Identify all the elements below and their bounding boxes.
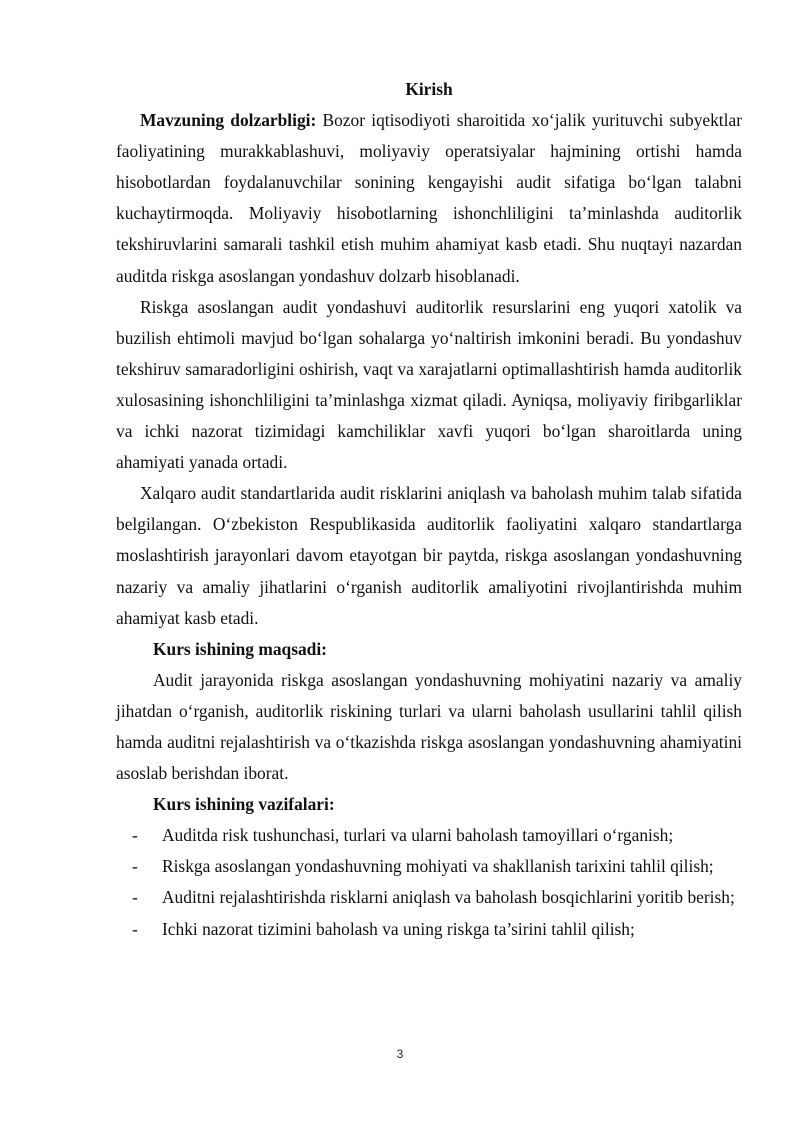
list-item-text: Riskga asoslangan yondashuvning mohiyati va shakllanish tarixini tahlil qilish; — [162, 856, 714, 877]
list-item — [116, 914, 742, 945]
relevance-label: Mavzuning dolzarbligi: — [140, 110, 317, 131]
page-title: Kirish — [405, 79, 453, 99]
dash-bullet: - — [132, 856, 138, 877]
goal-heading: Kurs ishining maqsadi: — [153, 638, 327, 659]
dash-bullet: - — [132, 918, 138, 939]
relevance-text: Bozor iqtisodiyoti sharoitida xo‘jalik yurituvchi subyektlar faoliyatining murakkablashuvi, moliyaviy operatsiyalar hajmining ortishi hamda hisobotlardan foydalanuvchilar sonining kengayishi audit sifatiga bo‘lgan talabni kuchaytirmoqda. Moliyaviy hisobotlarning ishonchliligini ta’minlashda auditorlik tekshiruvlarini samarali tashkil etish muhim ahamiyat kasb etadi. Shu nuqtayi nazardan auditda riskga asoslangan yondashuv dolzarb hisoblanadi. — [116, 110, 742, 286]
list-item — [116, 851, 742, 882]
dash-bullet: - — [132, 825, 138, 846]
tasks-heading: Kurs ishining vazifalari: — [153, 794, 335, 815]
dash-bullet: - — [132, 887, 138, 908]
list-item — [116, 820, 742, 851]
relevance-paragraph — [116, 105, 742, 292]
goal-paragraph: Audit jarayonida riskga asoslangan yondashuvning mohiyatini nazariy va amaliy jihatdan o‘rganish, auditorlik riskining turlari va ularni baholash usullarini tahlil qilish hamda auditni rejalashtirish va o‘tkazishda riskga asoslangan yondashuvning ahamiyatini asoslab berishdan iborat. — [116, 669, 742, 784]
tasks-list — [116, 820, 742, 944]
list-item — [116, 882, 742, 913]
body-paragraph: Xalqaro audit standartlarida audit risklarini aniqlash va baholash muhim talab sifatida belgilangan. O‘zbekiston Respublikasida auditorlik faoliyatini xalqaro standartlarga moslashtirish jarayonlari davom etayotgan bir paytda, riskga asoslangan yondashuvning nazariy va amaliy jihatlarini o‘rganish auditorlik amaliyotini rivojlantirishda muhim ahamiyat kasb etadi. — [116, 483, 742, 628]
list-item-text: Ichki nazorat tizimini baholash va uning riskga ta’sirini tahlil qilish; — [162, 918, 635, 939]
list-item-text: Auditda risk tushunchasi, turlari va ularni baholash tamoyillari o‘rganish; — [162, 825, 674, 846]
page-content — [116, 74, 742, 945]
body-paragraph: Riskga asoslangan audit yondashuvi auditorlik resurslarini eng yuqori xatolik va buzilish ehtimoli mavjud bo‘lgan sohalarga yo‘naltirish imkonini beradi. Bu yondashuv tekshiruv samaradorligini oshirish, vaqt va xarajatlarni optimallashtirish hamda auditorlik xulosasining ishonchliligini ta’minlashga xizmat qiladi. Ayniqsa, moliyaviy firibgarliklar va ichki nazorat tizimidagi kamchiliklar xavfi yuqori bo‘lgan sharoitlarda uning ahamiyati yanada ortadi. — [116, 296, 742, 473]
list-item-text: Auditni rejalashtirishda risklarni aniqlash va baholash bosqichlarini yoritib berish; — [162, 887, 735, 908]
page-number: 3 — [396, 1047, 404, 1061]
